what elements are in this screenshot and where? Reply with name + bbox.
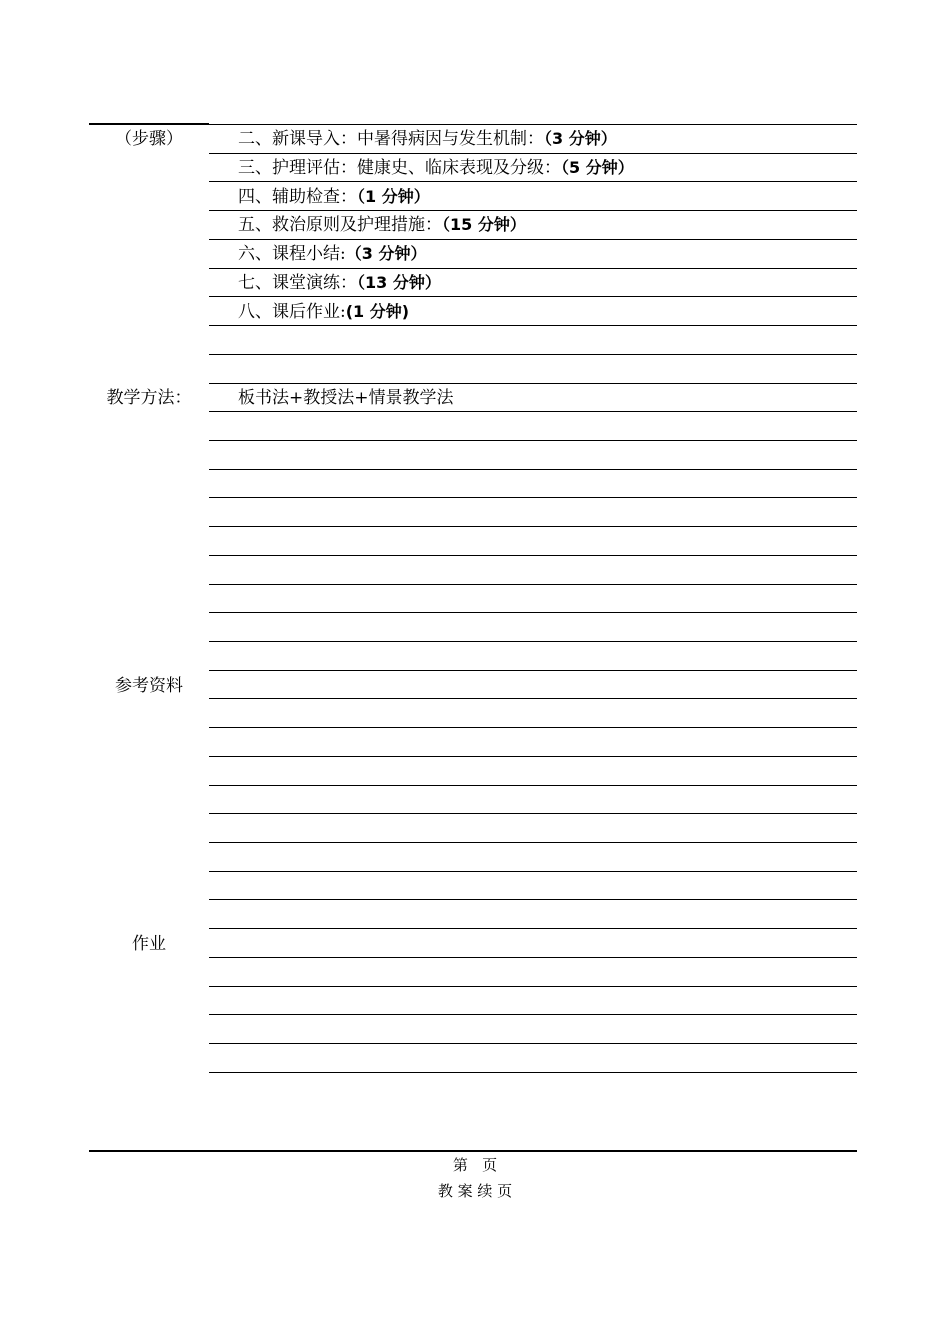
step-line-5 [238,243,426,265]
ruled-line [209,727,857,728]
step-duration: （3 分钟） [544,129,617,148]
ruled-line [209,383,857,384]
step-line-7 [238,301,409,323]
ruled-line [209,871,857,872]
step-line-1 [238,128,617,150]
ruled-line [209,612,857,613]
bottom-rule [89,1150,857,1152]
step-text: 七、课堂演练： [238,273,357,293]
ruled-line [209,210,857,211]
ruled-line [209,497,857,498]
step-text: 八、课后作业: [238,302,346,322]
ruled-line [209,555,857,556]
ruled-line [209,756,857,757]
step-line-3 [238,186,430,208]
references-label: 参考资料 [115,676,183,696]
homework-label: 作业 [132,934,166,954]
ruled-line [209,526,857,527]
ruled-line [209,1043,857,1044]
ruled-line [209,153,857,154]
teaching-method-label: 教学方法： [106,388,192,408]
continuation-title: 教 案 续 页 [437,1182,513,1200]
ruled-line [209,670,857,671]
ruled-line [209,641,857,642]
ruled-line [209,928,857,929]
ruled-line [209,1014,857,1015]
step-line-2 [238,157,634,179]
ruled-line [209,986,857,987]
step-duration: （15 分钟） [442,215,526,234]
ruled-line [209,268,857,269]
ruled-line [209,842,857,843]
ruled-line [209,411,857,412]
top-left-rule [89,123,209,125]
step-duration: （5 分钟） [561,158,634,177]
page-number: 第 页 [452,1156,498,1174]
ruled-line [209,584,857,585]
step-text: 四、辅助检查： [238,187,357,207]
step-line-4 [238,214,526,236]
ruled-line [209,899,857,900]
ruled-line [209,698,857,699]
ruled-line [209,296,857,297]
ruled-line [209,813,857,814]
step-text: 五、救治原则及护理措施： [238,215,442,235]
ruled-line [209,469,857,470]
top-rule [209,124,857,125]
ruled-line [209,325,857,326]
ruled-line [209,181,857,182]
step-line-6 [238,272,441,294]
step-text: 二、新课导入：中暑得病因与发生机制： [238,129,544,149]
step-duration: （1 分钟） [357,187,430,206]
step-duration: (1 分钟) [345,302,410,321]
ruled-line [209,785,857,786]
ruled-line [209,239,857,240]
ruled-line [209,354,857,355]
teaching-method-text: 板书法+教授法+情景教学法 [238,388,454,408]
step-duration: （3 分钟） [345,244,427,263]
ruled-line [209,957,857,958]
steps-label: （步骤） [115,129,183,149]
step-text: 六、课程小结: [238,244,346,264]
step-text: 三、护理评估：健康史、临床表现及分级： [238,158,561,178]
ruled-line [209,1072,857,1073]
ruled-line [209,440,857,441]
step-duration: （13 分钟） [357,273,441,292]
